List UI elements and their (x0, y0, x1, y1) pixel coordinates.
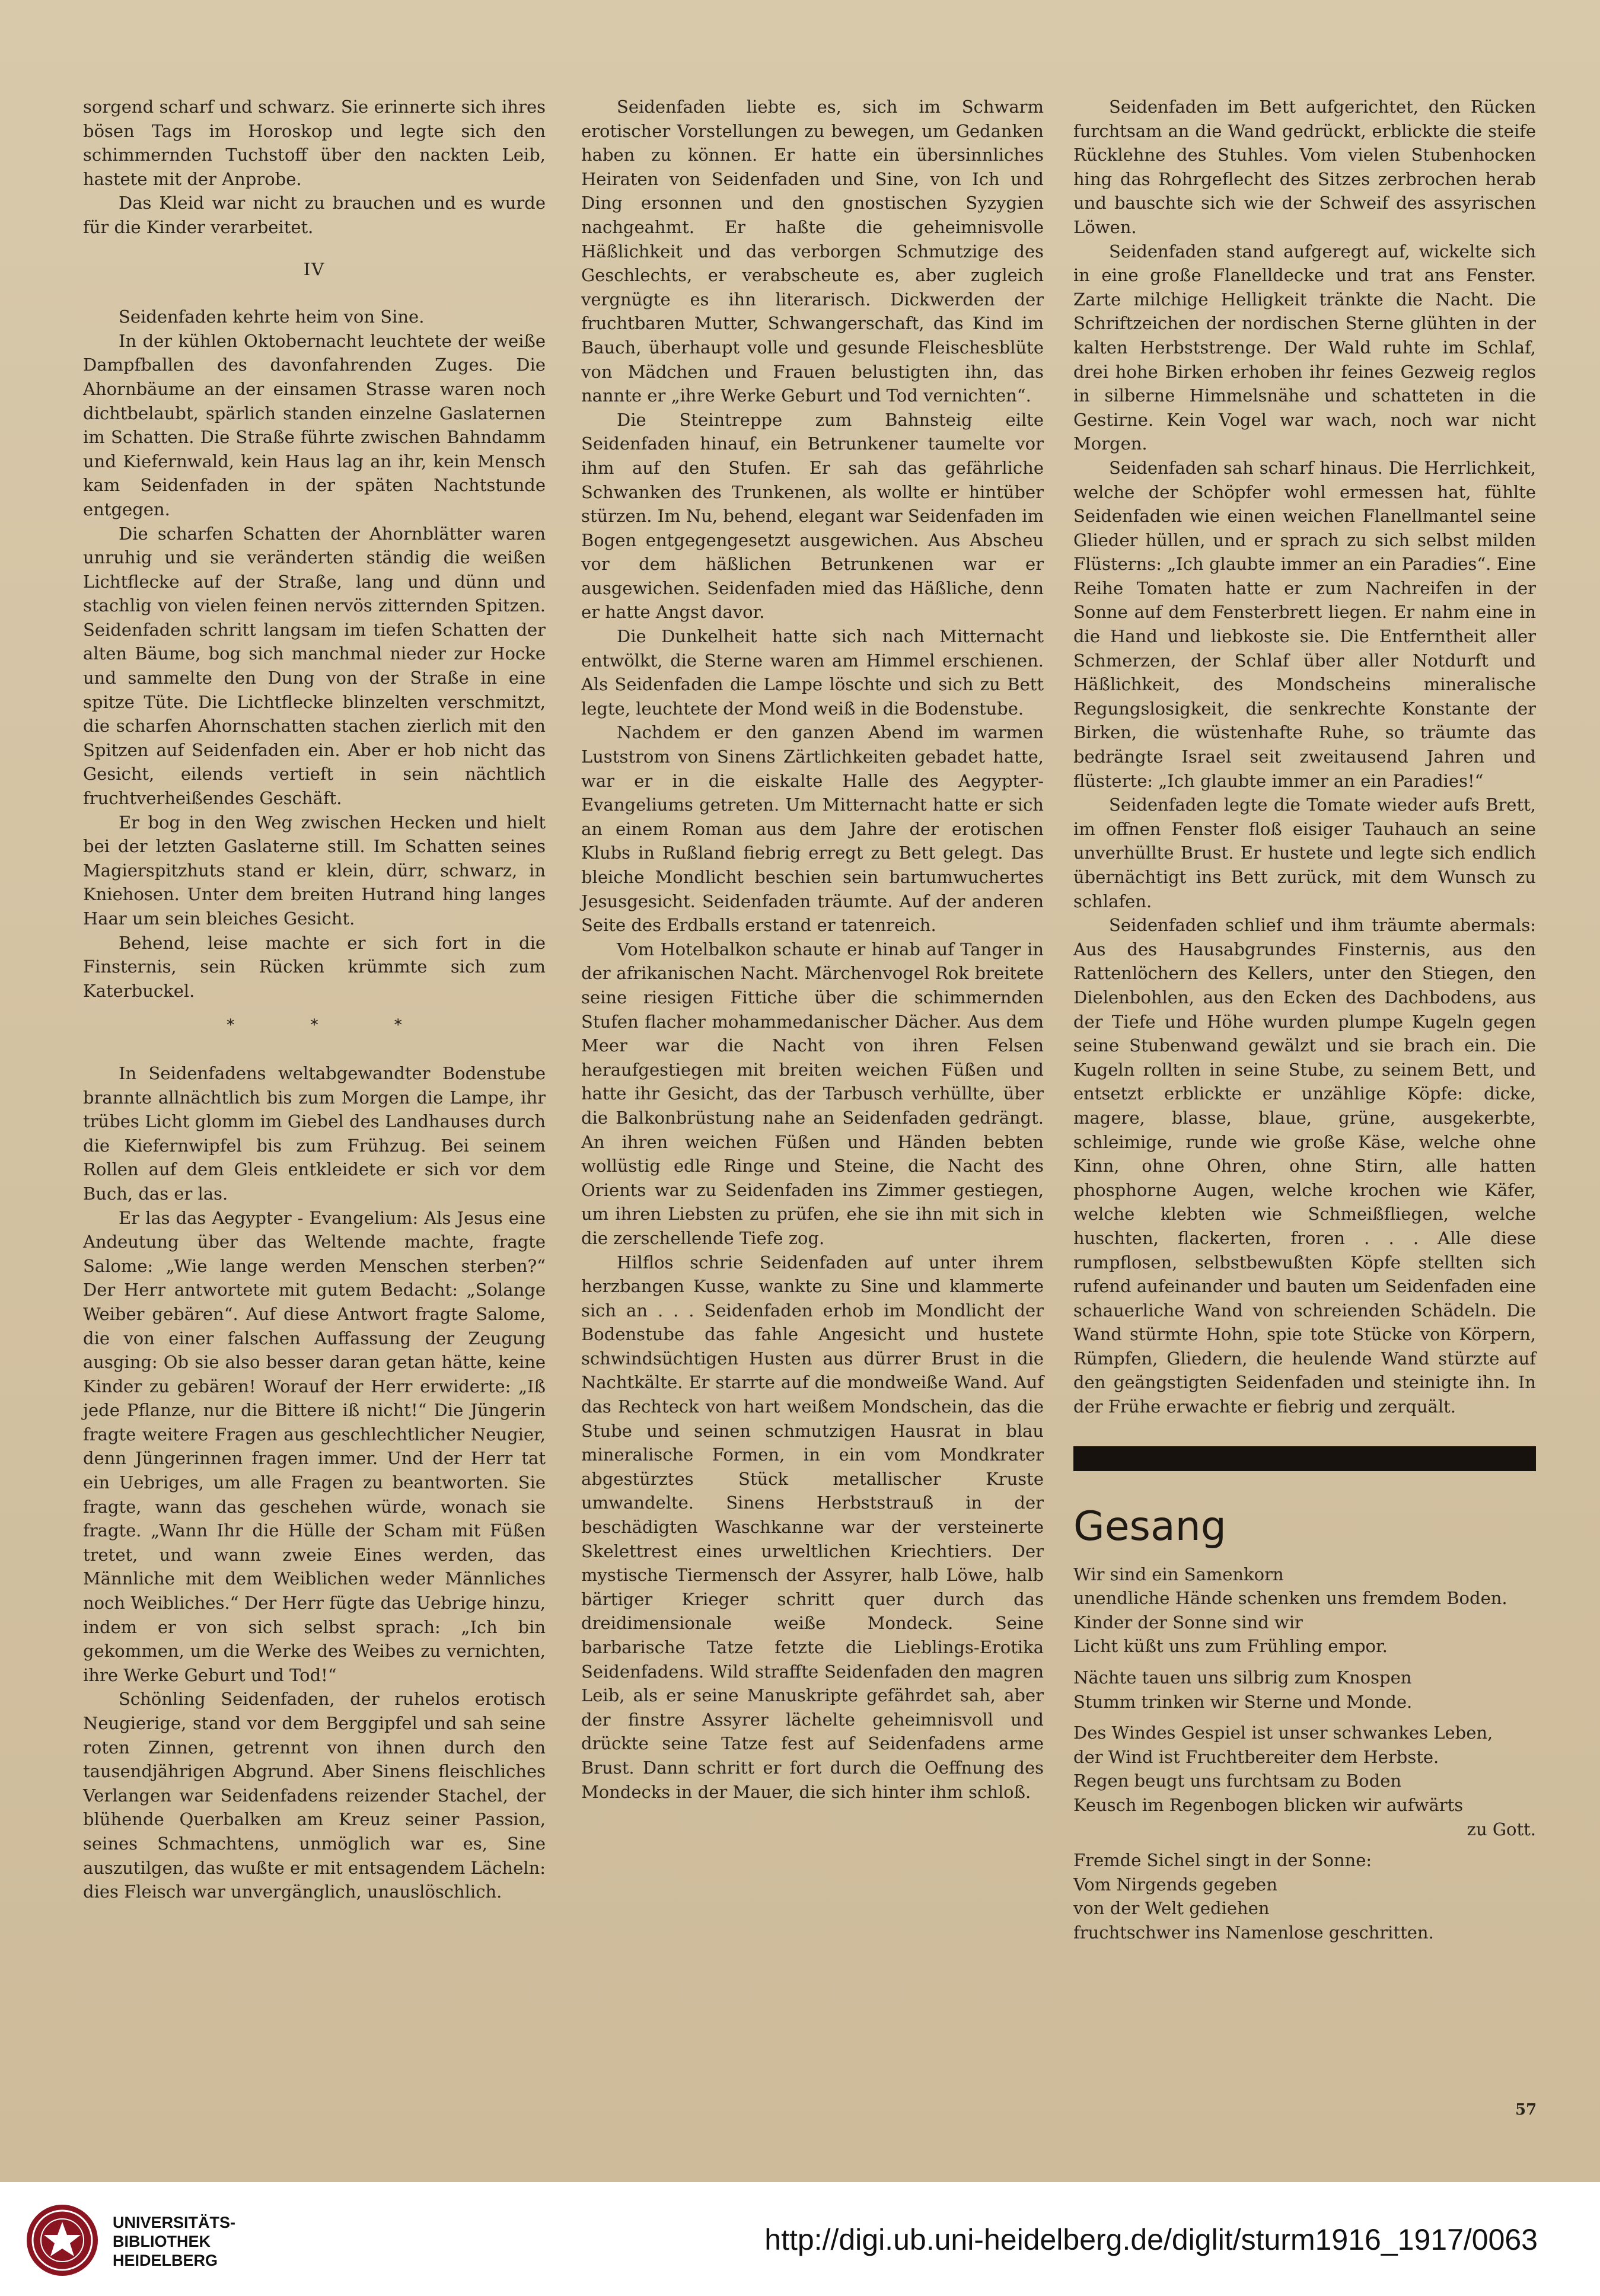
poem-line: fruchtschwer ins Namenlose geschritten. (1073, 1922, 1434, 1943)
poem-stanza (1073, 1848, 1536, 1944)
paragraph: In Seidenfadens weltabgewandter Bodenstube brannte allnächtlich bis zum Morgen die Lampe, ihr trübes Licht glomm im Giebel des Landhauses durch die Kiefernwipfel bis zum Frühzug. Bei seinem Rollen auf dem Gleis entkleidete er sich vor dem Buch, das er las. (83, 1063, 546, 1204)
page-number: 57 (1515, 2101, 1537, 2119)
poem-line: Vom Nirgends gegeben (1073, 1874, 1277, 1895)
paragraph: Vom Hotelbalkon schaute er hinab auf Tanger in der afrikanischen Nacht. Märchenvogel Rok breitete seine riesigen Fittiche über die schimmernden Stufen flacher mohammedanischer Dächer. Aus dem Meer war die Nacht von ihren Felsen heraufgestiegen mit breiten weichen Füßen und hatte ihr Gesicht, das der Tarbusch verhüllte, über die Balkonbrüstung nahe an Seidenfaden gedrängt. An ihren weichen Füßen und Händen bebten wollüstig edle Ringe und Steine, die Nacht des Orients war zu Seidenfaden ins Zimmer gestiegen, um ihren Liebsten zu prüfen, ehe sie ihn mit sich in die zerschellende Tiefe zog. (581, 939, 1044, 1248)
poem-stanza (1073, 1562, 1536, 1659)
poem-line: Wir sind ein Samenkorn (1073, 1564, 1284, 1584)
paragraph: Er las das Aegypter - Evangelium: Als Jesus eine Andeutung über das Weltende machte, fragte Salome: „Wie lange werden Menschen sterben?“ Der Herr antwortete mit gutem Bedacht: „Solange Weiber gebären“. Auf diese Antwort fragte Salome, die von einer falschen Auffassung der Zeugung ausging: Ob sie also besser daran getan hätte, keine Kinder zu gebären! Worauf der Herr erwiderte: „Iß jede Pflanze, nur die Bittere iß nicht!“ Die Jüngerin fragte weitere Fragen aus geschlechtlicher Neugier, denn Jüngerinnen fragen immer. Und der Herr tat ein Uebriges, um alle Fragen zu beantworten. Sie fragte, wann das geschehen würde, wonach sie fragte. „Wann Ihr die Hülle der Scham mit Füßen tretet, und wann zweie Eines werden, das Männliche mit dem Weiblichen weder Männliches noch Weibliches.“ Der Herr fügte das Uebrige hinzu, indem er von sich selbst sprach: „Ich bin gekommen, um die Werke des Weibes zu vernichten, ihre Werke Geburt und Tod!“ (83, 1207, 546, 1685)
paragraph: In der kühlen Oktobernacht leuchtete der weiße Dampfballen des davonfahrenden Zuges. Die Ahornbäume an der einsamen Strasse waren noch dichtbelaubt, spärlich standen einzelne Gaslaternen im Schatten. Die Straße führte zwischen Bahndamm und Kiefernwald, kein Haus lag an ihr, kein Mensch kam Seidenfaden in der späten Nachtstunde entgegen. (83, 330, 546, 519)
black-divider-bar (1073, 1446, 1536, 1471)
text-column-2 (581, 95, 1044, 1804)
poem-line: Regen beugt uns furchtsam zu Boden (1073, 1771, 1401, 1791)
library-name-line: UNIVERSITÄTS- (113, 2214, 236, 2231)
library-name-line: BIBLIOTHEK (113, 2233, 211, 2250)
poem-line: Des Windes Gespiel ist unser schwankes Leben, (1073, 1723, 1493, 1743)
paragraph: Seidenfaden schlief und ihm träumte abermals: Aus des Hausabgrundes Finsternis, aus den Rattenlöchern des Kellers, unter den Stiegen, den Dielenbohlen, aus den Ecken des Dachbodens, aus der Tiefe und Höhe wurden plumpe Kugeln gegen seine Stubenwand gewälzt und sie brach ein. Die Kugeln rollten in seine Stube, zu seinem Bett, und entsetzt erblickte er unzählige Köpfe: dicke, magere, blasse, blaue, grüne, ausgekerbte, schleimige, runde wie große Käse, welche ohne Kinn, ohne Ohren, ohne Stirn, alle hatten phosphorne Augen, welche krochen wie Käfer, welche klebten wie Schmeißfliegen, welche huschten, flackerten, froren . . . Alle diese rumpflosen, selbstbewußten Köpfe stellten sich rufend aufeinander und bauten um Seidenfaden eine schauerliche Wand von schreienden Schädeln. Die Wand stürmte Hohn, spie tote Stücke von Körpern, Rümpfen, Gliedern, die heulende Wand stürzte auf den geängstigten Seidenfaden und steinigte ihn. In der Frühe erwachte er fiebrig und zerquält. (1073, 915, 1536, 1417)
poem-line: Licht küßt uns zum Frühling empor. (1073, 1636, 1388, 1657)
paragraph: Nachdem er den ganzen Abend im warmen Luststrom von Sinens Zärtlichkeiten gebadet hatte, war er in die eiskalte Halle des Aegypter-Evangeliums getreten. Um Mitternacht hatte er sich an einem Roman aus dem Jahre der erotischen Klubs in Rußland fiebrig erregt zu Bett gelegt. Das bleiche Mondlicht beschien sein bartumwuchertes Jesusgesicht. Seidenfaden träumte. Auf der anderen Seite des Erdballs erstand er tatenreich. (581, 722, 1044, 936)
poem-line: der Wind ist Fruchtbereiter dem Herbste. (1073, 1746, 1439, 1767)
paragraph: Er bog in den Weg zwischen Hecken und hielt bei der letzten Gaslaterne still. Im Schatten seines Magierspitzhuts stand er klein, dürr, schwarz, in Kniehosen. Unter dem breiten Hutrand hing langes Haar um sein bleiches Gesicht. (83, 812, 546, 929)
university-seal-icon (24, 2202, 101, 2279)
paragraph: Schönling Seidenfaden, der ruhelos erotisch Neugierige, stand vor dem Berggipfel und sah seine roten Zinnen, getrennt von ihnen durch den tausendjährigen Abgrund. Aber Sinens fleischliches Verlangen war Seidenfadens reizender Stachel, der blühende Querbalken am Kreuz seiner Passion, seines Schmachtens, unmöglich war es, Sine auszutilgen, das wußte er mit entsagendem Lächeln: dies Fleisch war unvergänglich, unauslöschlich. (83, 1689, 546, 1902)
paragraph: Seidenfaden stand aufgeregt auf, wickelte sich in eine große Flanelldecke und trat ans Fenster. Zarte milchige Helligkeit tränkte die Nacht. Die Schriftzeichen der nordischen Sterne glühten in der kalten Herbststrenge. Der Wald ruhte im Schlaf, drei hohe Birken erhoben ihr feines Gezweig reglos in silberne Himmelsnähe und schatteten in die Gestirne. Kein Vogel war wach, noch war nicht Morgen. (1073, 241, 1536, 454)
paragraph: Behend, leise machte er sich fort in die Finsternis, sein Rücken krümmte sich zum Katerbuckel. (83, 932, 546, 1001)
paragraph: Die scharfen Schatten der Ahornblätter waren unruhig und sie veränderten ständig die weißen Lichtflecke auf der Straße, lang und dünn und stachlig von vielen feinen nervös zitternden Spitzen. Seidenfaden schritt langsam im tiefen Schatten der alten Bäume, bog sich manchmal nieder zur Hocke und sammelte den Dung von der Straße in eine spitze Tüte. Die Lichtflecke blinzelten verschmitzt, die scharfen Ahornschatten stachen zierlich mit den Spitzen auf Seidenfaden ein. Aber er hob nicht das Gesicht, eilends vertieft in sein nächtlich fruchtverheißendes Geschäft. (83, 523, 546, 809)
paragraph: Hilflos schrie Seidenfaden auf unter ihrem herzbangen Kusse, wankte zu Sine und klammerte sich an . . . Seidenfaden erhob im Mondlicht der Bodenstube das fahle Angesicht und hustete schwindsüchtigen Husten aus dürrer Brust in die Nachtkälte. Er starrte auf die mondweiße Wand. Auf das Rechteck von hart weißem Mondschein, das die Stube und seinen schmutzigen Hausrat in blau mineralische Formen, in ein vom Mondkrater abgestürztes Stück metallischer Kruste umwandelte. Sinens Herbststrauß in der beschädigten Waschkanne war der versteinerte Skelettrest eines urweltlichen Kriechtiers. Der mystische Tiermensch der Assyrer, halb Löwe, halb bärtiger Krieger schritt quer durch das dreidimensionale weiße Mondeck. Seine barbarische Tatze fetzte die Lieblings-Erotika Seidenfadens. Wild straffte Seidenfaden den magren Leib, als er seine Manuskripte gefährdet sah, aber der finstre Assyrer lächelte geheimnisvoll und drückte seine Tatze fest auf Seidenfadens arme Brust. Dann schritt er fort durch die Oeffnung des Mondecks in der Mauer, die sich hinter ihm schloß. (581, 1252, 1044, 1802)
paragraph: Die Dunkelheit hatte sich nach Mitternacht entwölkt, die Sterne waren am Himmel erschienen. Als Seidenfaden die Lampe löschte und sich zu Bett legte, leuchtete der Mond weiß in die Bodenstube. (581, 626, 1044, 719)
poem-line: Nächte tauen uns silbrig zum Knospen (1073, 1667, 1412, 1688)
text-column-1 (83, 95, 546, 1904)
poem-line: Fremde Sichel singt in der Sonne: (1073, 1850, 1372, 1871)
paragraph: sorgend scharf und schwarz. Sie erinnerte sich ihres bösen Tags im Horoskop und legte sich den schimmernden Tuchstoff über den nackten Leib, hastete mit der Anprobe. (83, 97, 546, 189)
poem-title: Gesang (1073, 1503, 1226, 1550)
poem-line: zu Gott. (1467, 1819, 1536, 1839)
poem-stanza (1073, 1721, 1536, 1841)
poem-line: unendliche Hände schenken uns fremdem Boden. (1073, 1588, 1507, 1609)
library-name-line: HEIDELBERG (113, 2252, 218, 2269)
poem-line: Kinder der Sonne sind wir (1073, 1612, 1303, 1632)
library-name (113, 2213, 235, 2270)
poem-line: Stumm trinken wir Sterne und Monde. (1073, 1691, 1413, 1712)
text-column-3 (1073, 95, 1536, 1952)
paragraph: Das Kleid war nicht zu brauchen und es wurde für die Kinder verarbeitet. (83, 193, 546, 237)
poem-stanza (1073, 1666, 1536, 1714)
paragraph: Seidenfaden kehrte heim von Sine. (119, 307, 425, 327)
section-heading: IV (303, 259, 326, 279)
library-footer (0, 2182, 1600, 2296)
paragraph: Seidenfaden legte die Tomate wieder aufs Brett, im offnen Fenster floß eisiger Tauhauch an seine unverhüllte Brust. Er hustete und legte sich endlich übernächtigt ins Bett zurück, mit dem Wunsch zu schlafen. (1073, 795, 1536, 911)
poem-gesang (1073, 1503, 1536, 1945)
paragraph: Seidenfaden liebte es, sich im Schwarm erotischer Vorstellungen zu bewegen, um Gedanken haben zu können. Er hatte ein übersinnliches Heiraten von Seidenfaden und Sine, von Ich und Ding ersonnen und den gnostischen Syzygien nachgeahmt. Er haßte die geheimnisvolle Häßlichkeit und das verborgen Schmutzige des Geschlechts, er verabscheute es, aber zugleich vergnügte es ihn literarisch. Dickwerden der fruchtbaren Mutter, Schwangerschaft, das Kind im Bauch, überhaupt volle und gesunde Fleischesblüte von Mädchen und Frauen belustigten ihn, das nannte er „ihre Werke Geburt und Tod vernichten“. (581, 97, 1044, 406)
poem-line: von der Welt gediehen (1073, 1898, 1270, 1919)
section-divider-stars: * * * (227, 1016, 438, 1035)
paragraph: Seidenfaden sah scharf hinaus. Die Herrlichkeit, welche der Schöpfer wohl ermessen hat, fühlte Seidenfaden wie einen weichen Flanellmantel seine Glieder hüllen, und er sprach zu sich selbst milden Flüsterns: „Ich glaubte immer an ein Paradies“. Eine Reihe Tomaten hatte er zum Nachreifen in der Sonne auf dem Fensterbrett liegen. Er nahm eine in die Hand und liebkoste sie. Die Entferntheit aller Schmerzen, der Schlaf über aller Notdurft und Häßlichkeit, des Mondscheins mineralische Regungslosigkeit, die senkrechte Konstante der Birken, die wüstenhafte Ruhe, so träumte das bedrängte Israel seit zweitausend Jahren und flüsterte: „Ich glaubte immer an ein Paradies!“ (1073, 457, 1536, 791)
permalink-url[interactable]: http://digi.ub.uni-heidelberg.de/diglit/sturm1916_1917/0063 (764, 2223, 1538, 2256)
paragraph: Seidenfaden im Bett aufgerichtet, den Rücken furchtsam an die Wand gedrückt, erblickte die steife Rücklehne des Stuhles. Vom vielen Stubenhocken hing das Rohrgeflecht des Sitzes zerbrochen herab und bauschte sich wie der Schweif des assyrischen Löwen. (1073, 97, 1536, 237)
paragraph: Die Steintreppe zum Bahnsteig eilte Seidenfaden hinauf, ein Betrunkener taumelte vor ihm auf den Stufen. Er sah das gefährliche Schwanken des Trunkenen, als wollte er hintüber stürzen. Im Nu, behend, elegant war Seidenfaden im Bogen entgegengesetzt ausgewichen. Aus Abscheu vor dem häßlichen Betrunkenen war er ausgewichen. Seidenfaden mied das Häßliche, denn er hatte Angst davor. (581, 409, 1044, 623)
poem-line: Keusch im Regenbogen blicken wir aufwärts (1073, 1795, 1464, 1815)
